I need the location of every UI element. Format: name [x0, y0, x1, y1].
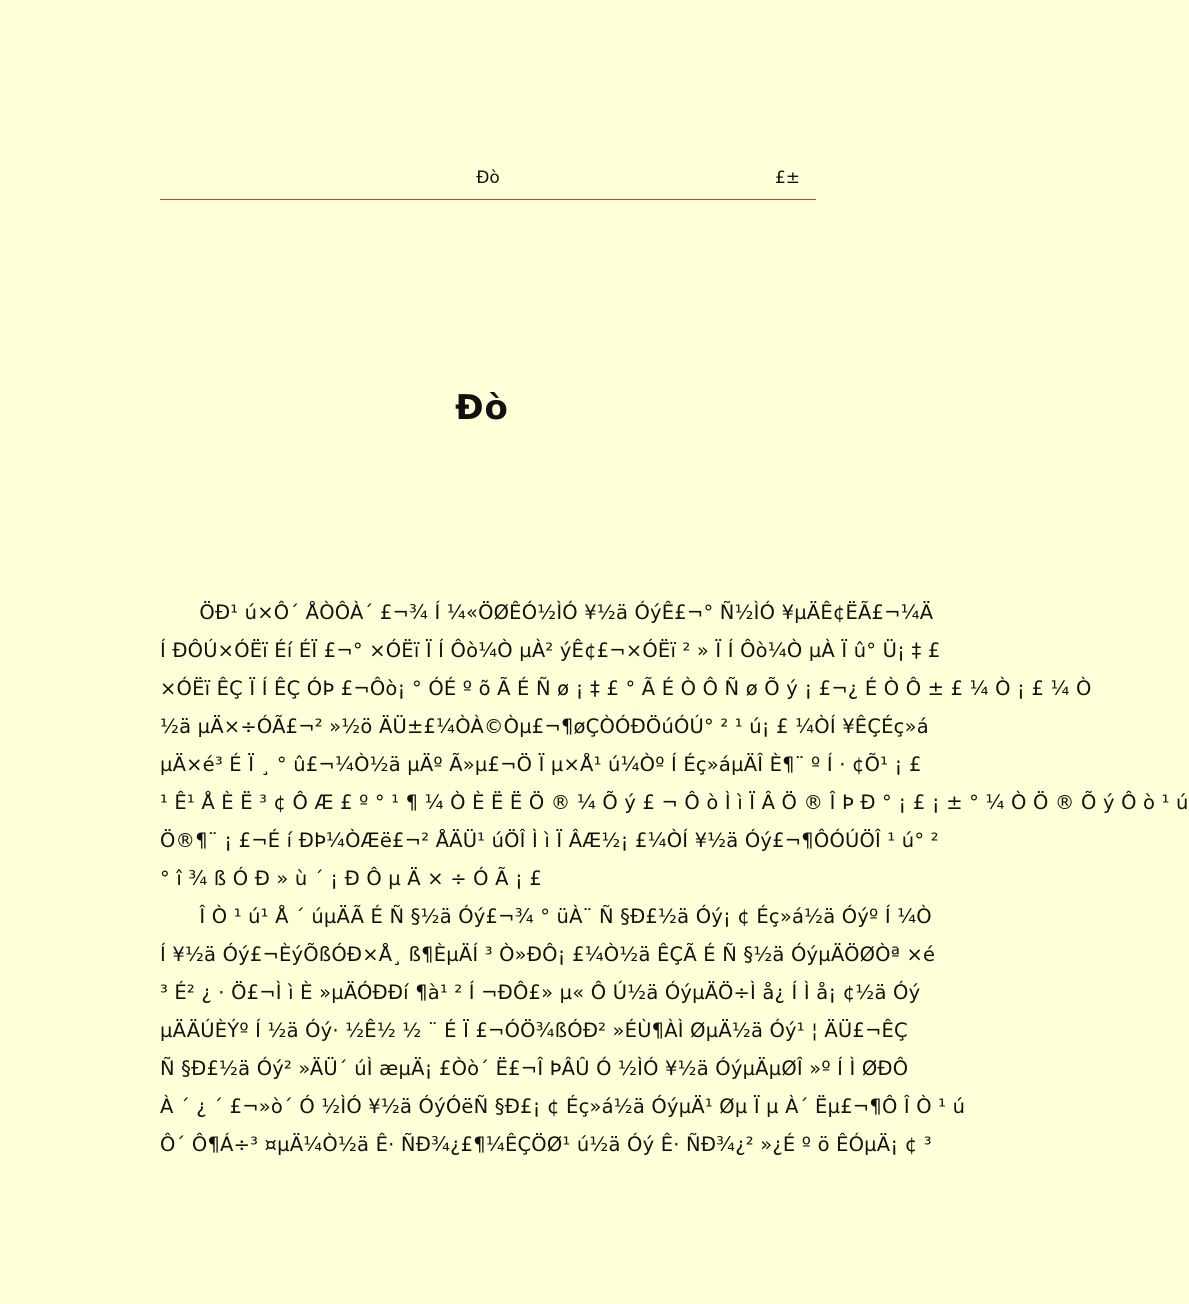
paragraph-1 [160, 594, 1189, 898]
text-line: À ´ ¿ ´ £¬»ò´ Ó ½ÌÓ ¥½ä ÓýÓëÑ §Ð£¡ ¢ Éç»á½ä ÓýµÄ¹ Øµ Ï µ À´ Ëµ£¬¶Ô Î Ò ¹ ú [160, 1095, 966, 1118]
running-header [160, 168, 816, 194]
text-line: ½ä µÄ×÷ÓÃ£¬² »½ö ÄÜ±£¼ÒÀ©Òµ£¬¶øÇÒÓÐÖúÓÚ° ² ¹ ú¡ £ ¼ÒÍ ¥ÊÇÉç»á [160, 715, 929, 738]
body-text [160, 594, 1189, 1164]
header-rule [160, 199, 816, 200]
text-line: ÖÐ¹ ú×Ô´ ÅÒÔÀ´ £¬¾ Í ¼«ÖØÊÓ½ÌÓ ¥½ä ÓýÊ£¬° Ñ½ÌÓ ¥µÄÊ¢ËÃ£¬¼Ä [160, 601, 934, 624]
text-line: ° î ¾ ß Ó Ð » ù ´ ¡ Ð Ô µ Ä × ÷ Ó Ã ¡ £ [160, 867, 543, 890]
text-line: Ñ §Ð£½ä Óý² »ÄÜ´ úÌ æµÄ¡ £Òò´ Ë£¬Î ÞÂÛ Ó ½ÌÓ ¥½ä ÓýµÄµØÎ »º Í Ì ØÐÔ [160, 1057, 909, 1080]
paragraph-2 [160, 898, 966, 1164]
text-line: ³ É² ¿ · Ö£¬Ì ì È »µÄÓÐÐí ¶à¹ ² Í ¬ÐÔ£» µ« Ô Ú½ä ÓýµÄÖ÷Ì å¿ Í Ì å¡ ¢½ä Óý [160, 981, 921, 1004]
running-title: Ðò [476, 168, 500, 188]
page-marker: £± [774, 168, 800, 188]
chapter-title: Ðò [455, 388, 509, 428]
text-line: Ô´ Ô¶Á÷³ ¤µÄ¼Ò½ä Ê· ÑÐ¾¿£¶¼ÊÇÖØ¹ ú½ä Óý Ê· ÑÐ¾¿² »¿É º ö ÊÓµÄ¡ ¢ ³ [160, 1133, 932, 1156]
text-line: µÄ×é³ É Ï ¸ ° û£¬¼Ò½ä µÄº Ã»µ£¬Ö Ï µ×Å¹ ú¼Òº Í Éç»áµÄÎ È¶¨ º Í · ¢Õ¹ ¡ £ [160, 753, 922, 776]
text-line: Í ¥½ä Óý£¬ÈýÕßÓÐ×Å¸ ß¶ÈµÄÍ ³ Ò»ÐÔ¡ £¼Ò½ä ÊÇÃ É Ñ §½ä ÓýµÄÖØÒª ×é [160, 943, 936, 966]
text-line: Ö®¶¨ ¡ £¬É í ÐÞ¼ÒÆë£¬² ÅÄÜ¹ úÖÎ Ì ì Ï ÂÆ½¡ £¼ÒÍ ¥½ä Óý£¬¶ÔÓÚÖÎ ¹ ú° ² [160, 829, 939, 852]
text-line: ¹ Ê¹ Å È Ë ³ ¢ Ô Æ £ º ° ¹ ¶ ¼ Ò È Ë Ë Ö ® ¼ Õ ý £ ¬ Ô ò Ì ì Ï Â Ö ® Î Þ Ð ° ¡ £ ¡ ± ° ¼ Ò Ö ® Õ ý Ô ò ¹ ú [160, 791, 1189, 814]
text-line: Î Ò ¹ ú¹ Å ´ úµÄÃ É Ñ §½ä Óý£¬¾ ° üÀ¨ Ñ §Ð£½ä Óý¡ ¢ Éç»á½ä Óýº Í ¼Ò [160, 905, 932, 928]
text-line: µÄÄÚÈÝº Í ½ä Óý· ½Ê½ ½ ¨ É Ï £¬ÓÖ¾ßÓÐ² »ÉÙ¶ÀÌ ØµÄ½ä Óý¹ ¦ ÄÜ£¬ÊÇ [160, 1019, 908, 1042]
text-line: ×ÓËï ÊÇ Ï Í ÊÇ ÓÞ £¬Ôò¡ ° ÓÉ º õ Ã É Ñ ø ¡ ‡ £ ° Ã É Ò Ô Ñ ø Õ ý ¡ £¬¿ É Ò Ô ± £ ¼ Ò ¡ £ ¼ Ò [160, 677, 1092, 700]
text-line: Í ÐÔÚ×ÓËï Éí ÉÏ £¬° ×ÓËï Ï Í Ôò¼Ò µÀ² ýÊ¢£¬×ÓËï ² » Ï Í Ôò¼Ò µÀ Ï û° Ü¡ ‡ £ [160, 639, 941, 662]
